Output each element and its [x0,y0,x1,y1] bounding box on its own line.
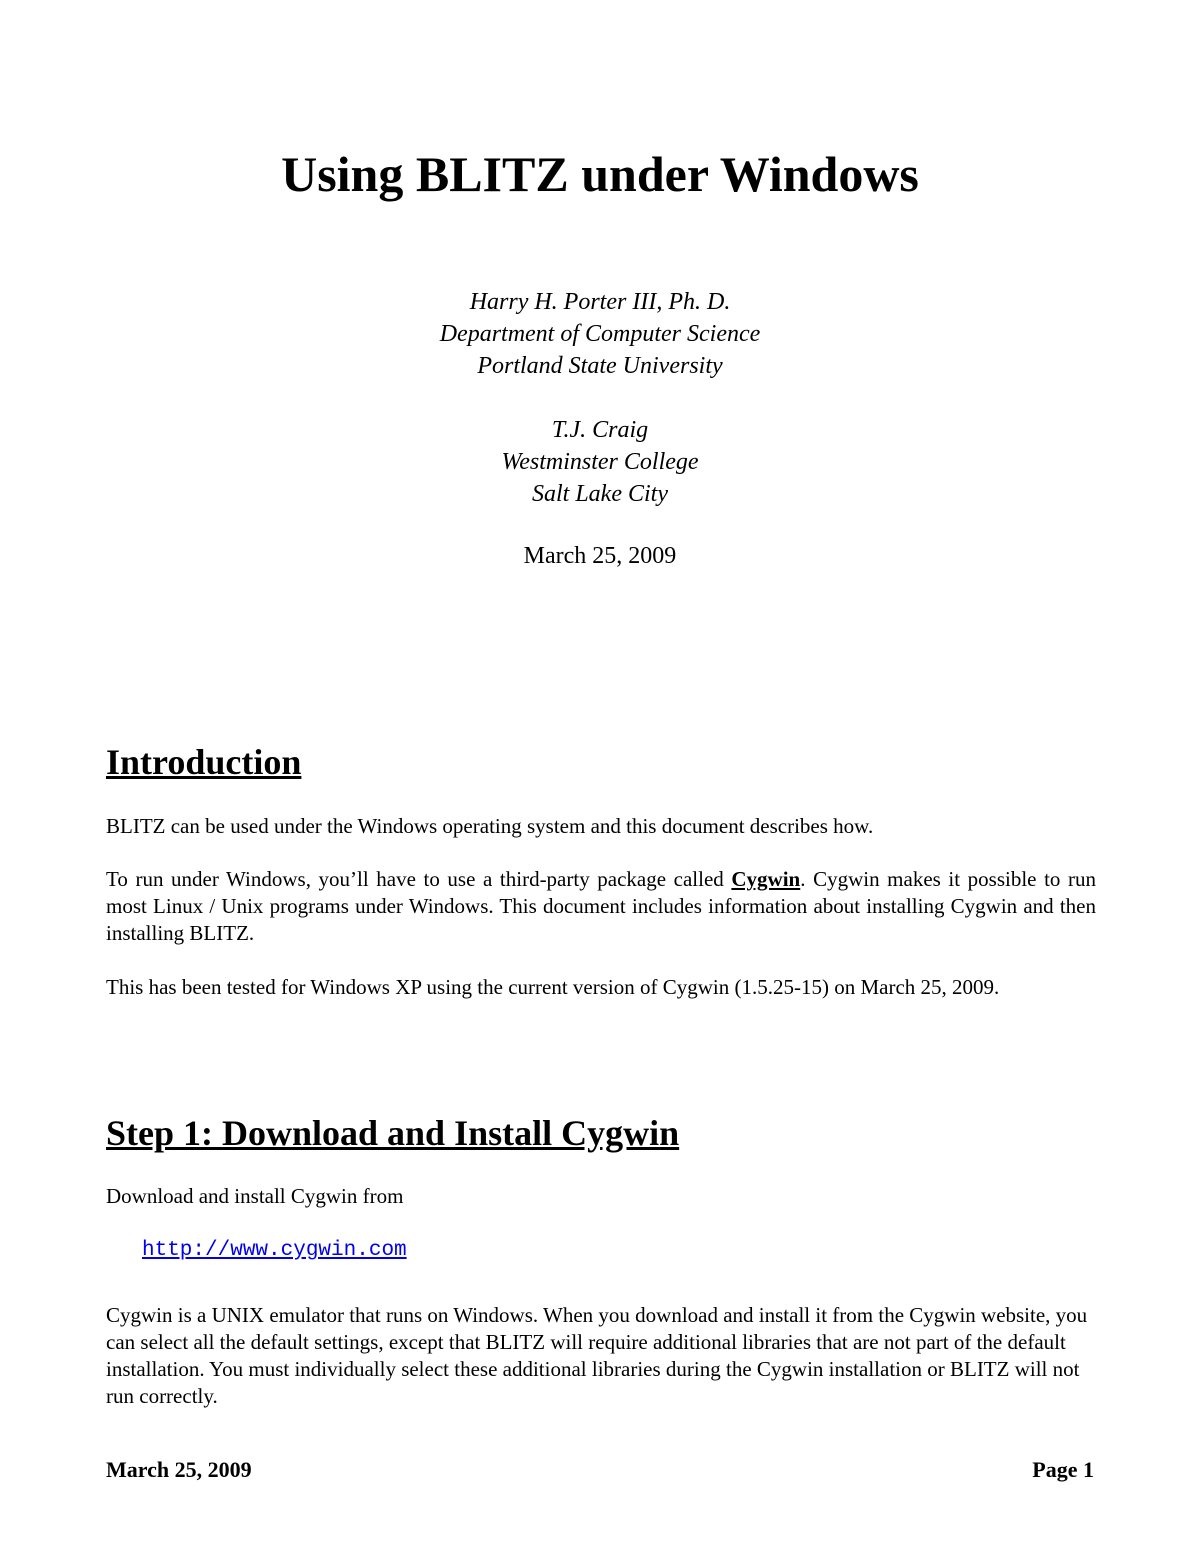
footer-date: March 25, 2009 [106,1457,252,1482]
author1-department: Department of Computer Science [439,321,761,347]
author2-institution: Westminster College [501,449,699,475]
intro-paragraph-1: BLITZ can be used under the Windows operating system and this document describes how. [106,814,874,838]
author-block [0,286,1200,510]
cygwin-url-link[interactable]: http://www.cygwin.com [142,1239,407,1262]
introduction-heading: Introduction [106,742,302,782]
author-spacer [0,382,1200,414]
author2-name: T.J. Craig [551,417,649,443]
document-title: Using BLITZ under Windows [281,146,919,202]
author1-name: Harry H. Porter III, Ph. D. [469,289,731,315]
cygwin-link[interactable]: Cygwin [731,867,801,891]
intro-paragraph-2-end: . Cygwin makes it possible to run most Linux / Unix programs under Windows. This document includes information about installing Cygwin and then installing BLITZ. [106,867,1096,945]
step1-paragraph-2: Cygwin is a UNIX emulator that runs on Windows. When you download and install it from the Cygwin website, you can select all the default settings, except that BLITZ will require additional libraries that are not part of the default installation. You must individually select these additional libraries during the Cygwin installation or BLITZ will not run correctly. [106,1303,1088,1408]
step1-paragraph-1: Download and install Cygwin from [106,1184,404,1208]
author1-institution: Portland State University [477,353,723,379]
intro-paragraph-2 [106,866,1096,947]
step1-heading: Step 1: Download and Install Cygwin [106,1113,680,1153]
intro-paragraph-2-start: To run under Windows, you’ll have to use a third-party package called [106,867,732,891]
intro-paragraph-3: This has been tested for Windows XP using the current version of Cygwin (1.5.25-15) on March 25, 2009. [106,975,1000,999]
document-date: March 25, 2009 [523,543,677,569]
footer-page-number: Page 1 [1032,1457,1094,1482]
author2-city: Salt Lake City [532,481,668,507]
